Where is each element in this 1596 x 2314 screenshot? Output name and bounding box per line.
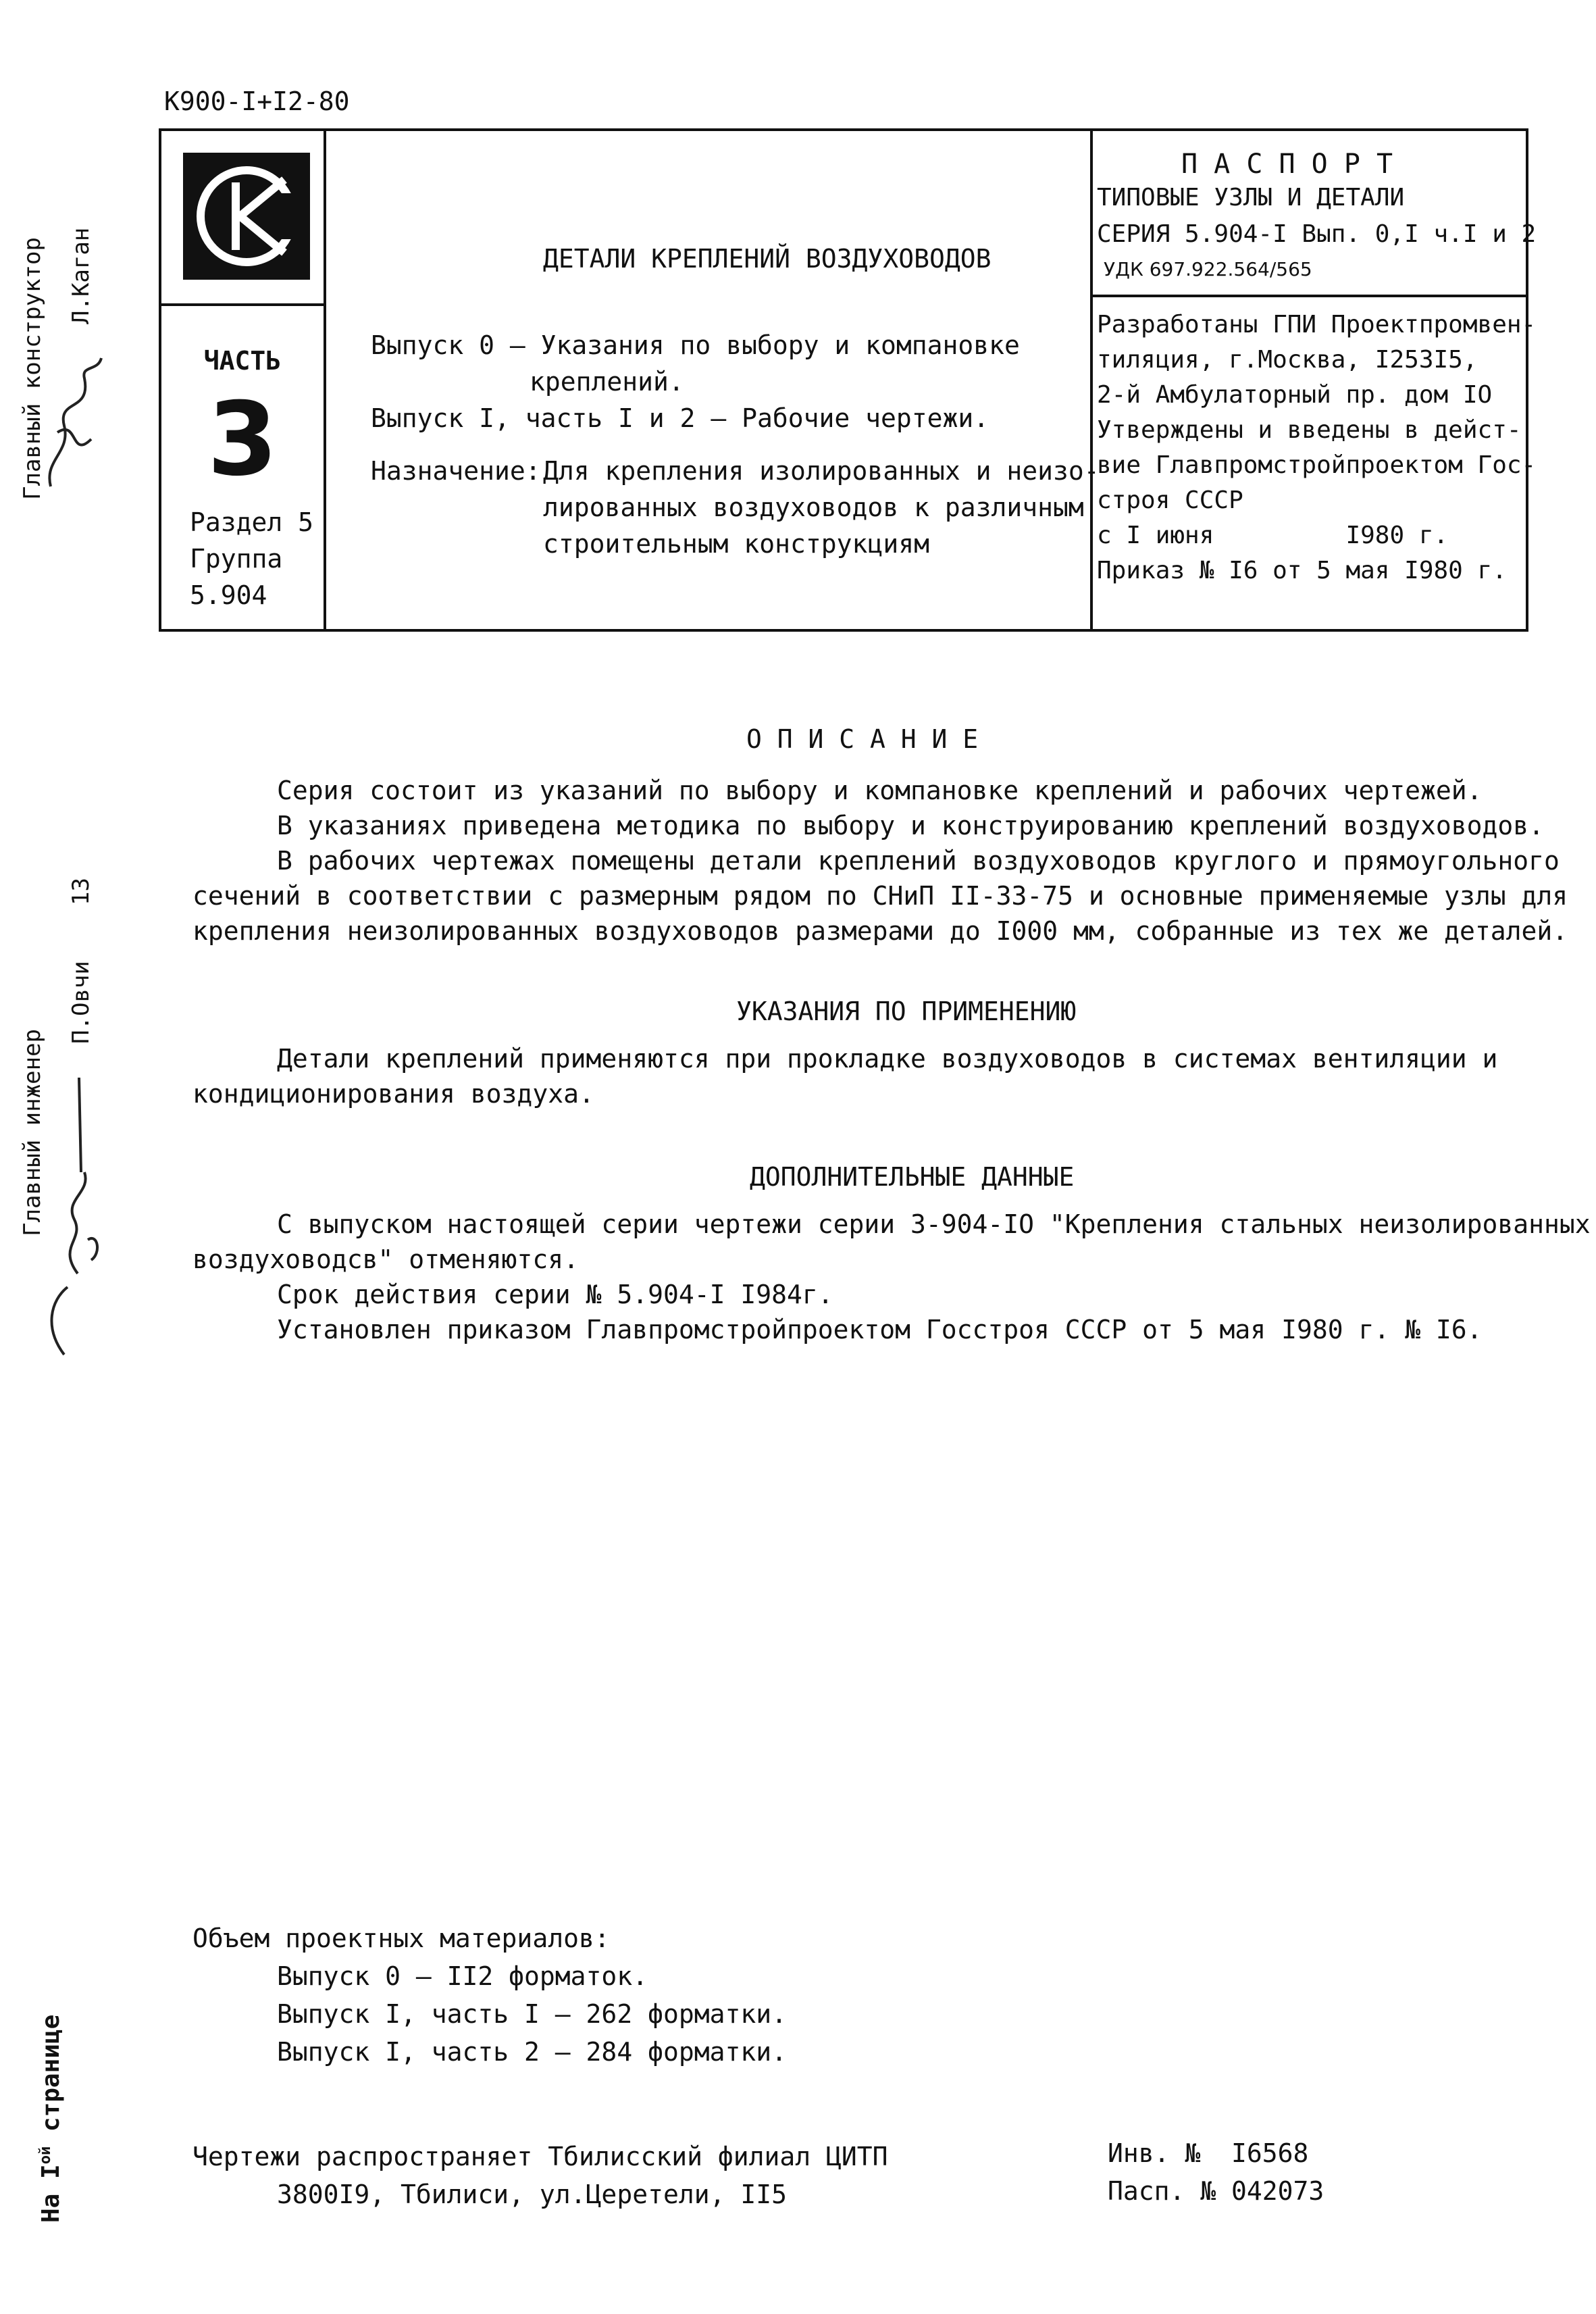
group-code: 5.904 [190,580,267,610]
purpose-line2: лированных воздуховодов к различным [543,493,1084,522]
page-note-tail: странице [37,2014,65,2132]
description-line: крепления неизолированных воздуховодов размерами до I000 мм, собранные из тех же деталей. [192,916,1568,946]
description-title: О П И С А Н И Е [746,724,979,754]
header-title: ДЕТАЛИ КРЕПЛЕНИЙ ВОЗДУХОВОДОВ [543,244,992,274]
developer-line: строя СССР [1097,486,1243,514]
divider [161,303,324,306]
passport-line2: СЕРИЯ 5.904-I Вып. 0,I ч.I и 2 [1097,220,1537,248]
additional-line: С выпуском настоящей серии чертежи серии 3-904-IO "Крепления стальных неизолированных [277,1209,1591,1239]
materials-line: Выпуск 0 – II2 форматок. [277,1961,648,1991]
passport-line1: ТИПОВЫЕ УЗЛЫ И ДЕТАЛИ [1097,184,1405,211]
issue-0-line1: Выпуск 0 – Указания по выбору и компановке [371,330,1020,360]
chief-designer-signature [30,351,111,493]
additional-title: ДОПОЛНИТЕЛЬНЫЕ ДАННЫЕ [750,1162,1075,1192]
side-number: 13 [68,878,95,905]
application-title: УКАЗАНИЯ ПО ПРИМЕНЕНИЮ [736,997,1077,1026]
additional-line: Установлен приказом Главпромстройпроектом Госстроя СССР от 5 мая I980 г. № I6. [277,1315,1483,1344]
materials-line: Выпуск I, часть 2 – 284 форматки. [277,2037,787,2067]
description-line: Серия состоит из указаний по выбору и компановке креплений и рабочих чертежей. [277,776,1483,805]
udk-code: УДК 697.922.564/565 [1104,258,1312,280]
chief-designer-label: Главный конструктор [19,237,46,500]
chief-engineer-signature [37,1071,111,1361]
materials-line: Выпуск I, часть I – 262 форматки. [277,1999,787,2029]
purpose-label: Назначение: [371,456,541,486]
document-code: К900-I+I2-80 [164,86,350,116]
page-note-prefix: На I [37,2164,65,2223]
ck-logo [183,153,310,280]
developer-line: с I июня I980 г. [1097,522,1449,549]
developer-line: Утверждены и введены в дейст- [1097,416,1522,444]
application-line: кондиционирования воздуха. [192,1079,594,1109]
passport-title: П А С П О Р Т [1181,149,1393,180]
additional-line: воздуховодсв" отменяются. [192,1244,579,1274]
page-note [37,2015,65,2223]
distribution-line1: Чертежи распространяет Тбилисский филиал ЦИТП [192,2142,888,2171]
part-label: ЧАСТЬ [203,346,282,376]
header-table [159,128,1537,632]
developer-line: Разработаны ГПИ Проектпромвен- [1097,311,1537,338]
purpose-line1: Для крепления изолированных и неизо- [543,456,1100,486]
developer-line: 2-й Амбулаторный пр. дом IO [1097,381,1493,409]
issue-1: Выпуск I, часть I и 2 – Рабочие чертежи. [371,403,989,433]
section-label: Раздел 5 [190,507,314,537]
ck-logo-icon [183,153,310,280]
group-label: Группа [190,544,283,574]
issue-0-line2: креплений. [530,367,684,397]
application-line: Детали креплений применяются при прокладке воздуховодов в системах вентиляции и [277,1044,1498,1074]
chief-engineer-label: Главный инженер [19,1028,46,1236]
passport-number: Пасп. № 042073 [1108,2176,1324,2206]
divider [1090,131,1093,629]
purpose-line3: строительным конструкциям [543,529,929,559]
developer-line: Приказ № I6 от 5 мая I980 г. [1097,557,1507,584]
distribution-line2: 3800I9, Тбилиси, ул.Церетели, II5 [277,2180,787,2209]
developer-line: вие Главпромстройпроектом Гос- [1097,451,1537,479]
chief-engineer-name: П.Овчи [68,961,95,1044]
part-number: 3 [207,381,278,499]
additional-line: Срок действия серии № 5.904-I I984г. [277,1280,833,1309]
inventory-number: Инв. № I6568 [1108,2138,1309,2168]
developer-line: тиляция, г.Москва, I253I5, [1097,346,1478,374]
description-line: сечений в соответствии с размерным рядом по СНиП II-33-75 и основные применяемые узлы для [192,881,1568,911]
materials-title: Объем проектных материалов: [192,1923,610,1953]
chief-designer-name: Л.Каган [68,227,95,324]
divider [324,131,326,629]
divider [1090,295,1526,297]
page-note-sup: ой [37,2146,54,2165]
description-line: В рабочих чертежах помещены детали креплений воздуховодов круглого и прямоугольного [277,846,1560,876]
description-line: В указаниях приведена методика по выбору и конструированию креплений воздуховодов. [277,811,1544,840]
